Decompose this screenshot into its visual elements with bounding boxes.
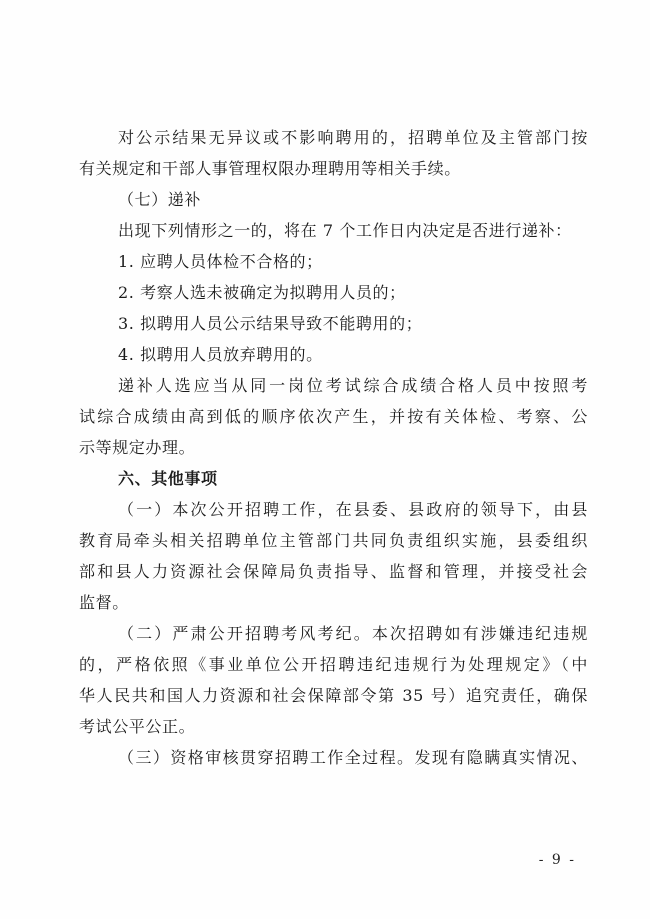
text-line: 有关规定和干部人事管理权限办理聘用等相关手续。: [79, 159, 461, 178]
text-line: 2. 考察人选未被确定为拟聘用人员的；: [118, 283, 406, 302]
text-line: 试综合成绩由高到低的顺序依次产生，并按有关体检、考察、公: [79, 407, 588, 426]
text-line: （一）本次公开招聘工作，在县委、县政府的领导下，由县: [118, 500, 588, 519]
text-line: 出现下列情形之一的，将在 7 个工作日内决定是否进行递补：: [118, 221, 572, 240]
text-line: 考试公平公正。: [79, 717, 196, 736]
text-line: 4. 拟聘用人员放弃聘用的。: [118, 345, 323, 364]
section-heading: 六、其他事项: [118, 469, 218, 488]
text-line: 3. 拟聘用人员公示结果导致不能聘用的；: [118, 314, 423, 333]
text-line: 示等规定办理。: [79, 438, 196, 457]
text-line: 华人民共和国人力资源和社会保障部令第 35 号）追究责任，确保: [79, 686, 588, 705]
text-line: 1. 应聘人员体检不合格的；: [118, 252, 323, 271]
text-line: （三）资格审核贯穿招聘工作全过程。发现有隐瞒真实情况、: [118, 748, 588, 767]
document-body: [79, 122, 588, 773]
text-line: （二）严肃公开招聘考风考纪。本次招聘如有涉嫌违纪违规: [118, 624, 588, 643]
text-line: 对公示结果无异议或不影响聘用的，招聘单位及主管部门按: [118, 128, 588, 147]
text-line: （七）递补: [118, 190, 202, 209]
text-line: 递补人选应当从同一岗位考试综合成绩合格人员中按照考: [118, 376, 588, 395]
text-line: 的，严格依照《事业单位公开招聘违纪违规行为处理规定》（中: [79, 655, 588, 674]
text-line: 监督。: [79, 593, 129, 612]
text-line: 教育局牵头相关招聘单位主管部门共同负责组织实施，县委组织: [79, 531, 588, 550]
page-number: - 9 -: [538, 852, 576, 868]
text-line: 部和县人力资源社会保障局负责指导、监督和管理，并接受社会: [79, 562, 588, 581]
